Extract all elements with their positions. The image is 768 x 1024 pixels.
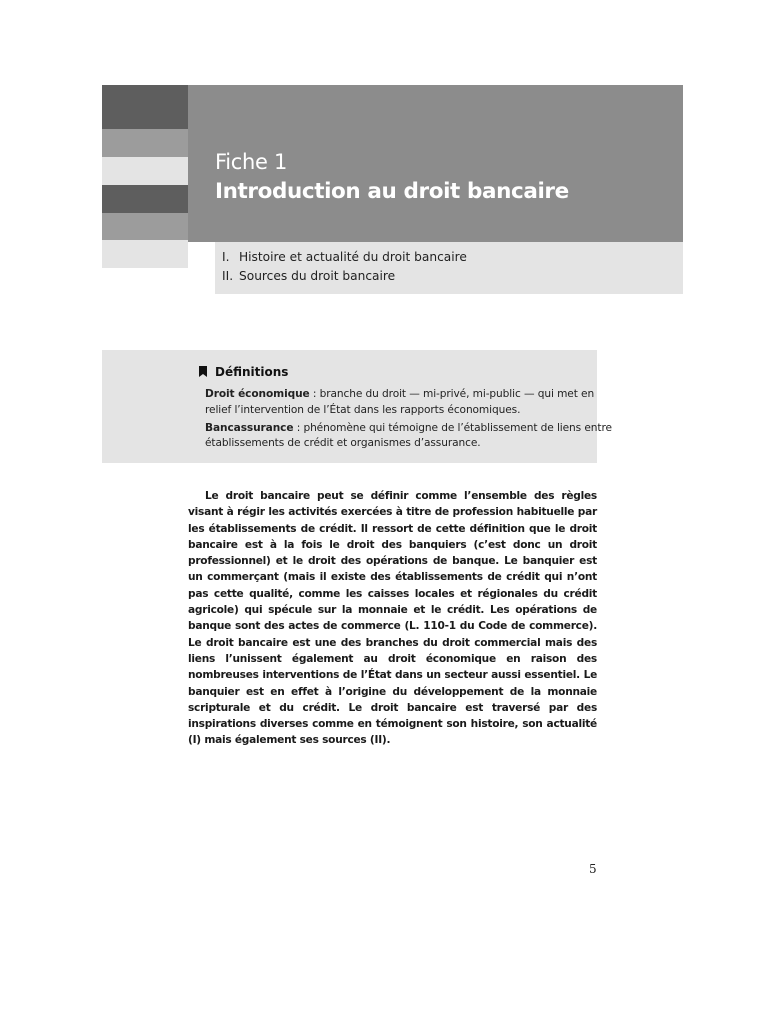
chapter-number: Fiche 1 <box>215 150 288 174</box>
definition-entry <box>205 388 594 400</box>
header-stripe-5 <box>102 213 188 240</box>
definition-text: : branche du droit — mi-privé, mi-public — qui met en <box>309 388 595 400</box>
header-stripe-3 <box>102 157 188 185</box>
toc-item <box>222 269 395 283</box>
definitions-heading <box>199 365 288 379</box>
header-stripe-2 <box>102 129 188 157</box>
definition-text-continued: relief l’intervention de l’État dans les rapports économiques. <box>205 404 521 416</box>
toc-item-number: I. <box>222 250 230 264</box>
toc-item-number: II. <box>222 269 234 283</box>
toc-item-label: Histoire et actualité du droit bancaire <box>239 250 467 264</box>
definitions-heading-label: Définitions <box>215 365 289 379</box>
bookmark-icon <box>199 366 207 377</box>
definition-text-continued: établissements de crédit et organismes d’assurance. <box>205 437 481 449</box>
body-paragraph: Le droit bancaire peut se définir comme l’ensemble des règles visant à régir les activités exercées à titre de profession habituelle par les établissements de crédit. Il ressort de cette définition que le droit bancaire est à la fois le droit des banquiers (c’est donc un droit professionnel) et le droit des opérations de banque. Le banquier est un commerçant (mais il existe des établissements de crédit qui n’ont pas cette qualité, comme les caisses locales et régionales du crédit agricole) qui spécule sur la monnaie et le crédit. Les opérations de banque sont des actes de commerce (L. 110-1 du Code de commerce). Le droit bancaire est une des branches du droit commercial mais des liens l’unissent également au droit économique en raison des nombreuses interventions de l’État dans un secteur aussi essentiel. Le banquier est en effet à l’origine du développement de la monnaie scripturale et du crédit. Le droit bancaire est traversé par des inspirations diverses comme en témoignent son histoire, son actualité (I) mais également ses sources (II). <box>188 490 597 747</box>
definition-term: Droit économique <box>205 388 310 400</box>
definition-text: : phénomène qui témoigne de l’établissement de liens entre <box>293 422 612 434</box>
page-number: 5 <box>589 862 597 876</box>
header-stripe-6 <box>102 240 188 268</box>
toc-item-label: Sources du droit bancaire <box>239 269 396 283</box>
header-stripe-4 <box>102 185 188 213</box>
header-stripe-1 <box>102 85 188 129</box>
toc-item <box>222 250 467 264</box>
chapter-title: Introduction au droit bancaire <box>215 179 569 204</box>
definition-entry <box>205 422 612 434</box>
definition-term: Bancassurance <box>205 422 294 434</box>
